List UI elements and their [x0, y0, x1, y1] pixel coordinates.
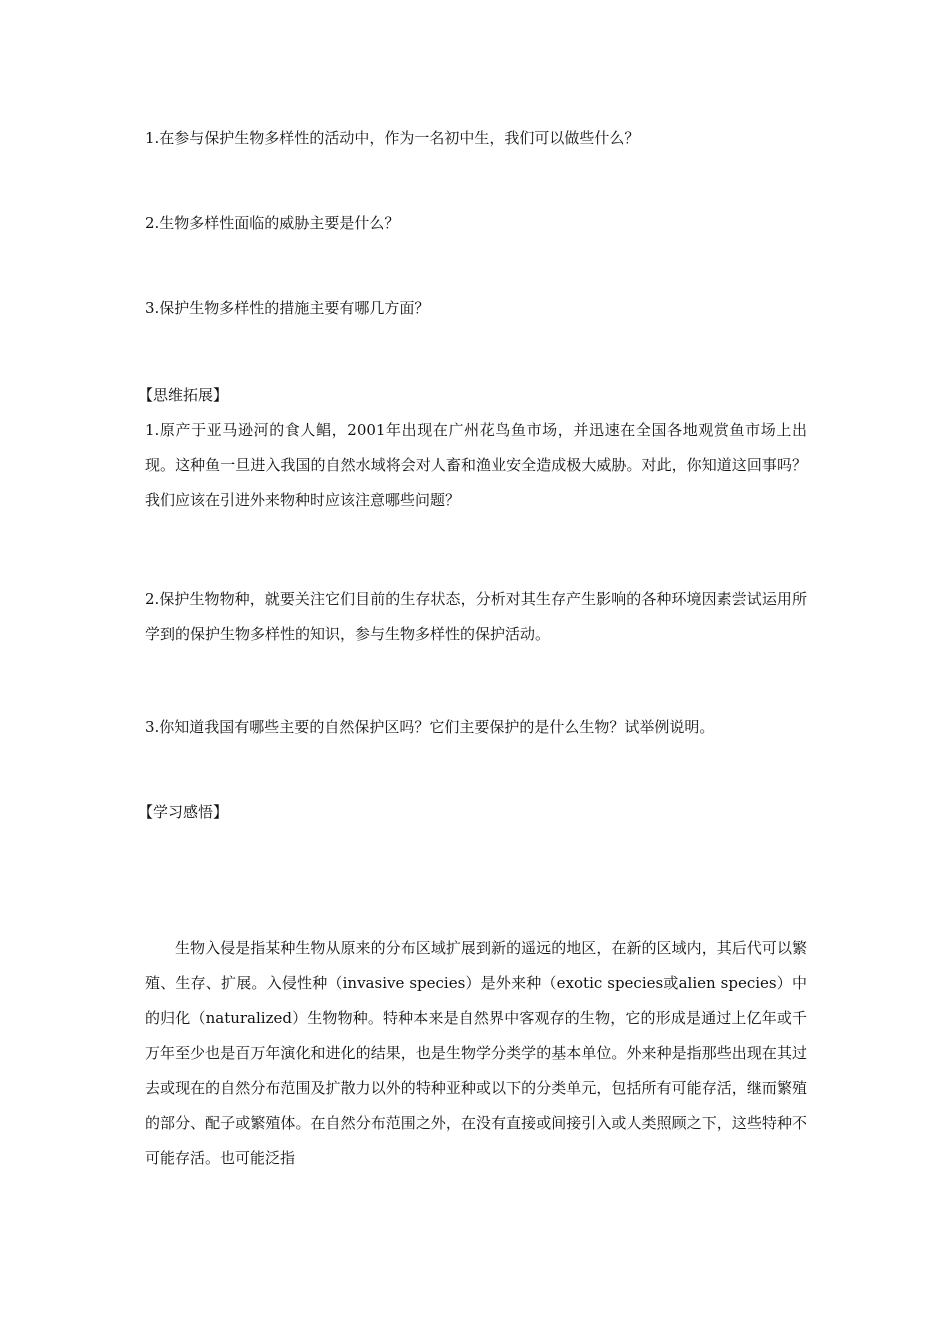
expansion-item-3: 3.你知道我国有哪些主要的自然保护区吗？它们主要保护的是什么生物？试举例说明。: [145, 718, 715, 736]
expansion-item-1-text: 1.原产于亚马逊河的食人鲳，2001年出现在广州花鸟鱼市场，并迅速在全国各地观赏鱼市场上出现。这种鱼一旦进入我国的自然水域将会对人畜和渔业安全造成极大威胁。对此，你知道这回事吗？我们应该在引进外来物种时应该注意哪些问题？: [145, 421, 807, 509]
question-3: 3.保护生物多样性的措施主要有哪几方面？: [145, 299, 430, 317]
expansion-item-2-text: 2.保护生物物种，就要关注它们目前的生存状态，分析对其生存产生影响的各种环境因素尝试运用所学到的保护生物多样性的知识，参与生物多样性的保护活动。: [145, 590, 807, 643]
reflection-heading: 【学习感悟】: [138, 803, 229, 821]
question-2: 2.生物多样性面临的威胁主要是什么？: [145, 214, 400, 232]
expansion-item-1: [145, 413, 807, 518]
expansion-heading: 【思维拓展】: [138, 386, 229, 404]
question-1: 1.在参与保护生物多样性的活动中，作为一名初中生，我们可以做些什么？: [145, 129, 640, 147]
expansion-item-2: [145, 582, 807, 652]
article-text: 生物入侵是指某种生物从原来的分布区域扩展到新的遥远的地区，在新的区域内，其后代可以繁殖、生存、扩展。入侵性种（invasive species）是外来种（exotic species或alien species）中的归化（naturalized）生物物种。特种本来是自然界中客观存的生物，它的形成是通过上亿年或千万年至少也是百万年演化和进化的结果，也是生物学分类学的基本单位。外来种是指那些出现在其过去或现在的自然分布范围及扩散力以外的特种亚种或以下的分类单元，包括所有可能存活，继而繁殖的部分、配子或繁殖体。在自然分布范围之外，在没有直接或间接引入或人类照顾之下，这些特种不可能存活。也可能泛指: [145, 939, 807, 1167]
article-paragraph: [145, 931, 807, 1176]
